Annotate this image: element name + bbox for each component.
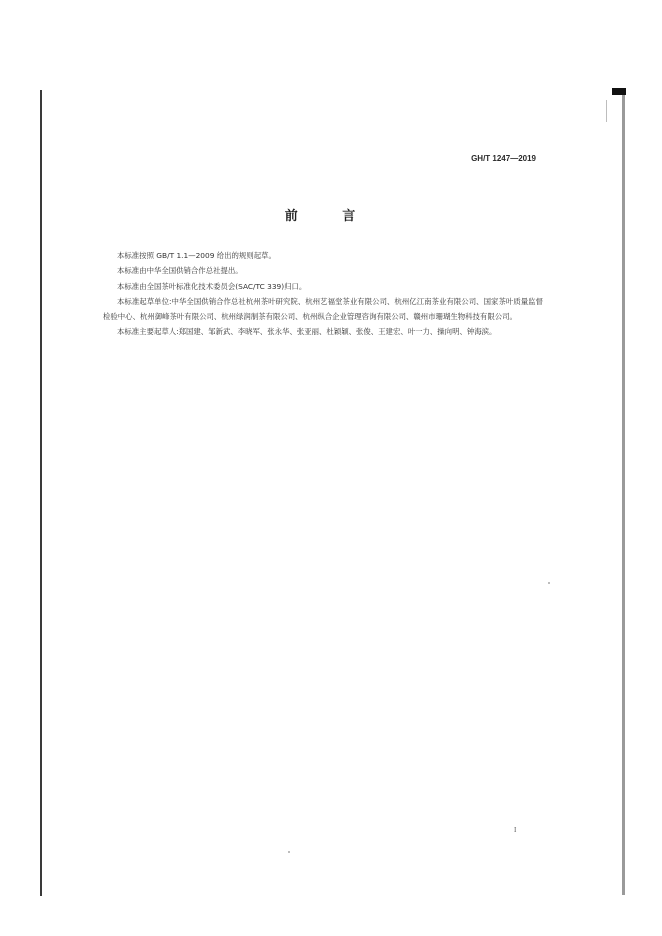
paragraph-proposer: 本标准由中华全国供销合作总社提出。 xyxy=(117,266,243,276)
scan-speck xyxy=(288,851,290,853)
scan-right-inner-line xyxy=(606,100,607,122)
paragraph-drafting-rules: 本标准按照 GB/T 1.1—2009 给出的规则起草。 xyxy=(117,251,276,260)
paragraph-drafters: 本标准主要起草人:郑国建、邹新武、李晓军、张永华、张亚丽、杜颖颖、张俊、王建宏、叶一力、操向明、钟海滨。 xyxy=(117,327,497,337)
foreword-body xyxy=(103,248,543,340)
scan-left-edge xyxy=(40,90,42,896)
scan-speck xyxy=(548,582,550,584)
scan-right-corner-mark xyxy=(612,88,626,95)
scan-right-edge xyxy=(622,95,625,895)
document-code: GH/T 1247—2019 xyxy=(471,154,536,163)
paragraph-committee: 本标准由全国茶叶标准化技术委员会(SAC/TC 339)归口。 xyxy=(117,281,307,291)
paragraph-drafting-units: 本标准起草单位:中华全国供销合作总社杭州茶叶研究院、杭州艺福堂茶业有限公司、杭州亿江南茶业有限公司、国家茶叶质量监督检验中心、杭州御峰茶叶有限公司、杭州绿润制茶有限公司、杭州纵合企业管理咨询有限公司、赣州市珊瑚生物科技有限公司。 xyxy=(103,296,543,322)
page-title: 前 言 xyxy=(284,209,376,224)
page-number: I xyxy=(514,826,517,834)
